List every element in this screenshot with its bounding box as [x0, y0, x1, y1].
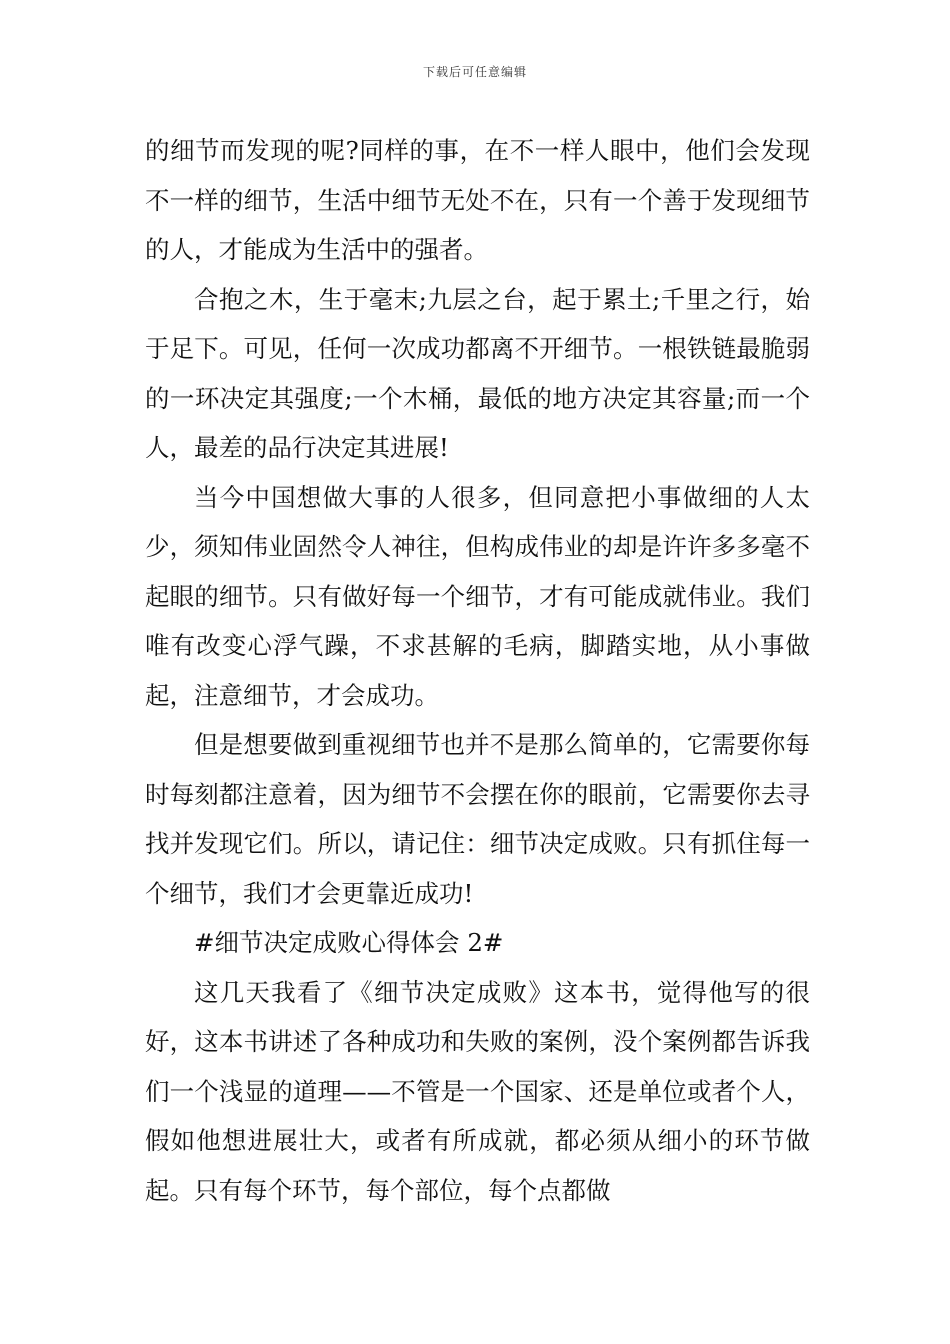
paragraph-4: 但是想要做到重视细节也并不是那么简单的，它需要你每时每刻都注意着，因为细节不会摆在你的眼前，它需要你去寻找并发现它们。所以，请记住：细节决定成败。只有抓住每一个细节，我们才会更靠近成功! [145, 730, 810, 908]
paragraph-1: 的细节而发现的呢?同样的事，在不一样人眼中，他们会发现不一样的细节，生活中细节无处不在，只有一个善于发现细节的人，才能成为生活中的强者。 [145, 136, 810, 264]
page-header: 下载后可任意编辑 [422, 65, 527, 79]
paragraph-5: 这几天我看了《细节决定成败》这本书，觉得他写的很好，这本书讲述了各种成功和失败的案例，没个案例都告诉我们一个浅显的道理——不管是一个国家、还是单位或者个人，假如他想进展壮大，或者有所成就，都必须从细小的环节做起。只有每个环节，每个部位，每个点都做 [145, 977, 810, 1205]
document-body [145, 126, 810, 1215]
paragraph-2: 合抱之木，生于毫末;九层之台，起于累土;千里之行，始于足下。可见，任何一次成功都离不开细节。一根铁链最脆弱的一环决定其强度;一个木桶，最低的地方决定其容量;而一个人，最差的品行决定其进展! [145, 284, 810, 462]
paragraph-3: 当今中国想做大事的人很多，但同意把小事做细的人太少，须知伟业固然令人神往，但构成伟业的却是许许多多毫不起眼的细节。只有做好每一个细节，才有可能成就伟业。我们唯有改变心浮气躁，不求甚解的毛病，脚踏实地，从小事做起，注意细节，才会成功。 [145, 482, 810, 710]
section-heading: #细节决定成败心得体会 2# [194, 928, 504, 957]
